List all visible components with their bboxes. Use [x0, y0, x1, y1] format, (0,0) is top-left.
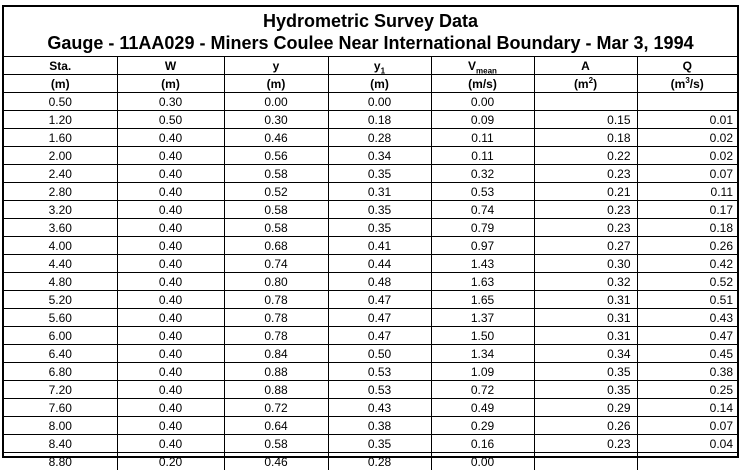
table-title: Hydrometric Survey Data: [4, 7, 737, 32]
table-cell: 0.07: [637, 417, 737, 435]
column-unit: [224, 75, 328, 93]
table-cell: 0.21: [534, 183, 637, 201]
column-unit-tail: /s): [690, 77, 704, 91]
table-cell: 1.65: [431, 291, 534, 309]
table-cell: 0.11: [431, 129, 534, 147]
table-cell: 0.40: [117, 399, 224, 417]
column-unit: [431, 75, 534, 93]
table-cell: 4.40: [4, 255, 117, 273]
table-row: [4, 129, 737, 147]
column-unit: [117, 75, 224, 93]
table-cell: 0.00: [431, 453, 534, 470]
table-cell: 0.79: [431, 219, 534, 237]
table-body: [4, 93, 737, 470]
table-row: [4, 309, 737, 327]
table-cell: 0.11: [431, 147, 534, 165]
table-cell: 0.78: [224, 291, 328, 309]
table-cell: [637, 93, 737, 111]
table-cell: 6.40: [4, 345, 117, 363]
table-cell: 0.40: [117, 363, 224, 381]
column-header: [117, 57, 224, 75]
column-unit: [534, 75, 637, 93]
column-unit-superscript: 3: [685, 76, 689, 85]
table-row: [4, 183, 737, 201]
column-unit: [4, 75, 117, 93]
units-row: [4, 75, 737, 93]
table-cell: 0.48: [328, 273, 431, 291]
table-cell: 8.00: [4, 417, 117, 435]
table-cell: 0.29: [534, 399, 637, 417]
table-cell: 0.40: [117, 129, 224, 147]
table-cell: 0.02: [637, 147, 737, 165]
table-row: [4, 273, 737, 291]
table-cell: 0.49: [431, 399, 534, 417]
table-cell: 0.35: [534, 381, 637, 399]
table-cell: 0.50: [328, 345, 431, 363]
table-cell: 0.50: [117, 111, 224, 129]
table-row: [4, 399, 737, 417]
table-cell: 0.07: [637, 165, 737, 183]
table-cell: 1.43: [431, 255, 534, 273]
table-cell: 0.40: [117, 165, 224, 183]
table-cell: 0.40: [117, 201, 224, 219]
survey-table: [4, 57, 737, 470]
table-cell: 0.43: [637, 309, 737, 327]
table-cell: 0.40: [117, 147, 224, 165]
table-row: [4, 219, 737, 237]
table-cell: 0.30: [224, 111, 328, 129]
table-cell: 0.52: [637, 273, 737, 291]
table-cell: 0.26: [637, 237, 737, 255]
table-cell: 0.23: [534, 219, 637, 237]
column-header-label: Sta.: [49, 59, 71, 73]
table-cell: 0.25: [637, 381, 737, 399]
table-cell: 0.46: [224, 129, 328, 147]
table-cell: 0.40: [117, 417, 224, 435]
column-header-subscript: 1: [381, 66, 385, 75]
column-header-label: y: [273, 59, 280, 73]
table-row: [4, 453, 737, 470]
column-unit-label: (m): [267, 77, 286, 91]
table-cell: 0.35: [328, 435, 431, 453]
table-cell: 0.47: [328, 291, 431, 309]
table-subtitle: Gauge - 11AA029 - Miners Coulee Near International Boundary - Mar 3, 1994: [4, 32, 737, 54]
table-cell: 0.78: [224, 309, 328, 327]
column-unit-label: (m: [574, 77, 589, 91]
table-cell: 1.50: [431, 327, 534, 345]
table-cell: 2.00: [4, 147, 117, 165]
table-cell: 0.35: [328, 165, 431, 183]
table-cell: 0.47: [637, 327, 737, 345]
table-cell: 0.56: [224, 147, 328, 165]
table-cell: 3.60: [4, 219, 117, 237]
table-cell: 6.80: [4, 363, 117, 381]
table-cell: 0.23: [534, 165, 637, 183]
table-row: [4, 417, 737, 435]
column-header: [328, 57, 431, 75]
table-cell: 0.88: [224, 363, 328, 381]
column-unit-tail: ): [593, 77, 597, 91]
table-cell: 0.64: [224, 417, 328, 435]
table-cell: 5.60: [4, 309, 117, 327]
column-header-label: y: [374, 59, 381, 73]
table-row: [4, 147, 737, 165]
table-cell: 0.53: [328, 381, 431, 399]
table-cell: 0.58: [224, 219, 328, 237]
table-cell: 0.74: [224, 255, 328, 273]
table-cell: 0.35: [328, 219, 431, 237]
column-unit: [637, 75, 737, 93]
table-cell: 0.80: [224, 273, 328, 291]
table-row: [4, 291, 737, 309]
table-cell: 0.31: [534, 291, 637, 309]
table-row: [4, 237, 737, 255]
table-cell: 0.38: [328, 417, 431, 435]
table-cell: 0.23: [534, 201, 637, 219]
table-cell: 2.40: [4, 165, 117, 183]
table-cell: 0.53: [431, 183, 534, 201]
table-cell: 0.34: [534, 345, 637, 363]
table-cell: [637, 453, 737, 470]
table-cell: 0.78: [224, 327, 328, 345]
table-cell: 0.26: [534, 417, 637, 435]
table-cell: 0.47: [328, 309, 431, 327]
table-cell: 0.14: [637, 399, 737, 417]
column-unit: [328, 75, 431, 93]
table-row: [4, 363, 737, 381]
table-cell: 0.29: [431, 417, 534, 435]
table-cell: 5.20: [4, 291, 117, 309]
column-unit-label: (m/s): [468, 77, 497, 91]
column-header-label: A: [581, 59, 590, 73]
table-row: [4, 201, 737, 219]
table-cell: 0.18: [534, 129, 637, 147]
table-cell: 7.20: [4, 381, 117, 399]
table-cell: 0.47: [328, 327, 431, 345]
title-block: [4, 7, 737, 57]
table-cell: 0.74: [431, 201, 534, 219]
table-cell: 0.58: [224, 435, 328, 453]
table-cell: 7.60: [4, 399, 117, 417]
table-cell: 0.40: [117, 435, 224, 453]
table-row: [4, 381, 737, 399]
column-header: [637, 57, 737, 75]
table-cell: 1.20: [4, 111, 117, 129]
table-cell: 0.40: [117, 381, 224, 399]
table-row: [4, 93, 737, 111]
table-row: [4, 345, 737, 363]
table-cell: 0.02: [637, 129, 737, 147]
table-cell: 0.68: [224, 237, 328, 255]
table-cell: 0.40: [117, 273, 224, 291]
table-cell: [534, 453, 637, 470]
table-cell: 8.80: [4, 453, 117, 470]
table-cell: 0.35: [534, 363, 637, 381]
table-row: [4, 327, 737, 345]
table-row: [4, 111, 737, 129]
table-cell: 1.09: [431, 363, 534, 381]
table-cell: 0.44: [328, 255, 431, 273]
table-cell: 0.42: [637, 255, 737, 273]
table-cell: 0.58: [224, 201, 328, 219]
table-cell: 0.31: [534, 327, 637, 345]
table-cell: 8.40: [4, 435, 117, 453]
table-cell: 0.38: [637, 363, 737, 381]
table-cell: 0.72: [224, 399, 328, 417]
table-cell: 6.00: [4, 327, 117, 345]
table-cell: 0.31: [328, 183, 431, 201]
table-cell: 0.46: [224, 453, 328, 470]
table-cell: 0.40: [117, 291, 224, 309]
table-cell: 0.45: [637, 345, 737, 363]
table-cell: 0.17: [637, 201, 737, 219]
table-cell: 0.32: [534, 273, 637, 291]
table-cell: 1.63: [431, 273, 534, 291]
table-cell: 0.31: [534, 309, 637, 327]
table-cell: 1.60: [4, 129, 117, 147]
table-cell: 0.15: [534, 111, 637, 129]
table-cell: 0.18: [328, 111, 431, 129]
table-cell: 0.01: [637, 111, 737, 129]
table-cell: 0.40: [117, 219, 224, 237]
table-row: [4, 165, 737, 183]
survey-data-sheet: [2, 5, 739, 458]
table-cell: 0.40: [117, 237, 224, 255]
table-cell: 0.40: [117, 345, 224, 363]
table-cell: 0.51: [637, 291, 737, 309]
table-cell: 1.37: [431, 309, 534, 327]
column-header-subscript: mean: [476, 66, 497, 75]
table-cell: 4.00: [4, 237, 117, 255]
table-cell: 0.20: [117, 453, 224, 470]
header-row: [4, 57, 737, 75]
table-cell: 0.97: [431, 237, 534, 255]
column-unit-label: (m): [51, 77, 70, 91]
table-cell: 0.18: [637, 219, 737, 237]
column-header: [534, 57, 637, 75]
table-cell: 0.53: [328, 363, 431, 381]
table-cell: 0.34: [328, 147, 431, 165]
table-cell: 0.00: [328, 93, 431, 111]
table-cell: 0.23: [534, 435, 637, 453]
table-cell: 0.84: [224, 345, 328, 363]
table-cell: 4.80: [4, 273, 117, 291]
table-cell: 0.28: [328, 129, 431, 147]
table-cell: 0.32: [431, 165, 534, 183]
table-cell: 0.35: [328, 201, 431, 219]
table-row: [4, 255, 737, 273]
table-cell: 0.22: [534, 147, 637, 165]
table-cell: 2.80: [4, 183, 117, 201]
table-cell: 0.30: [117, 93, 224, 111]
table-cell: 0.40: [117, 255, 224, 273]
table-cell: 0.28: [328, 453, 431, 470]
table-cell: 0.00: [431, 93, 534, 111]
table-cell: 0.43: [328, 399, 431, 417]
column-header: [4, 57, 117, 75]
column-unit-superscript: 2: [589, 76, 593, 85]
column-unit-label: (m): [370, 77, 389, 91]
table-cell: [534, 93, 637, 111]
column-header: [431, 57, 534, 75]
table-cell: 0.40: [117, 183, 224, 201]
table-cell: 0.72: [431, 381, 534, 399]
column-unit-label: (m): [161, 77, 180, 91]
table-cell: 0.41: [328, 237, 431, 255]
table-cell: 0.52: [224, 183, 328, 201]
column-unit-label: (m: [671, 77, 686, 91]
table-cell: 0.11: [637, 183, 737, 201]
table-cell: 3.20: [4, 201, 117, 219]
table-cell: 0.16: [431, 435, 534, 453]
table-cell: 0.50: [4, 93, 117, 111]
table-cell: 0.27: [534, 237, 637, 255]
table-cell: 0.00: [224, 93, 328, 111]
table-cell: 0.58: [224, 165, 328, 183]
table-cell: 0.88: [224, 381, 328, 399]
column-header-label: Q: [683, 59, 692, 73]
column-header: [224, 57, 328, 75]
table-cell: 0.09: [431, 111, 534, 129]
table-cell: 0.40: [117, 309, 224, 327]
column-header-label: W: [165, 59, 176, 73]
table-cell: 1.34: [431, 345, 534, 363]
table-row: [4, 435, 737, 453]
table-cell: 0.40: [117, 327, 224, 345]
table-cell: 0.04: [637, 435, 737, 453]
column-header-label: V: [468, 59, 476, 73]
table-cell: 0.30: [534, 255, 637, 273]
